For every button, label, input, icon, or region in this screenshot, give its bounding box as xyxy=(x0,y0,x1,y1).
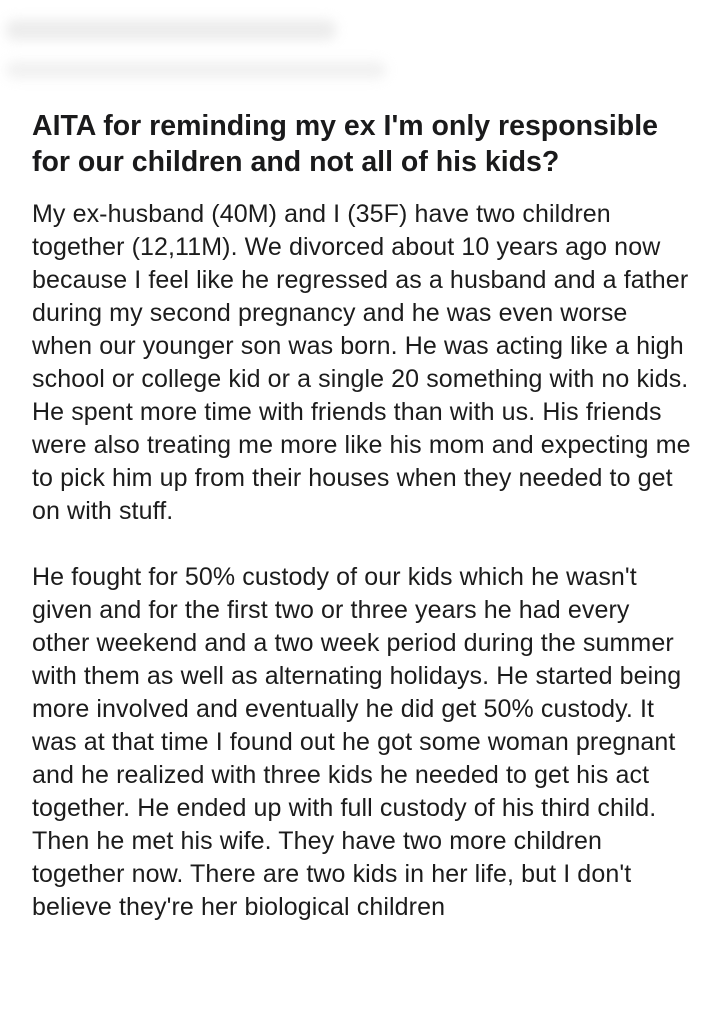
blurred-username xyxy=(6,20,336,40)
post-paragraph-1: My ex-husband (40M) and I (35F) have two children together (12,11M). We divorced about 10 years ago now because I feel like he regressed as a husband and a father during my second pregnancy and he was even worse when our younger son was born. He was acting like a high school or college kid or a single 20 something with no kids. He spent more time with friends than with us. His friends were also treating me more like his mom and expecting me to pick him up from their houses when they needed to get on with stuff. xyxy=(32,200,691,525)
blurred-header xyxy=(0,0,720,100)
post-title[interactable]: AITA for reminding my ex I'm only responsible for our children and not all of his kids? xyxy=(32,110,658,178)
post xyxy=(32,108,692,924)
blurred-post-meta xyxy=(6,62,386,78)
post-paragraph-2: He fought for 50% custody of our kids which he wasn't given and for the first two or three years he had every other weekend and a two week period during the summer with them as well as alternating holidays. He started being more involved and eventually he did get 50% custody. It was at that time I found out he got some woman pregnant and he realized with three kids he needed to get his act together. He ended up with full custody of his third child. Then he met his wife. They have two more children together now. There are two kids in her life, but I don't believe they're her biological children xyxy=(32,563,682,921)
post-body xyxy=(32,198,692,924)
